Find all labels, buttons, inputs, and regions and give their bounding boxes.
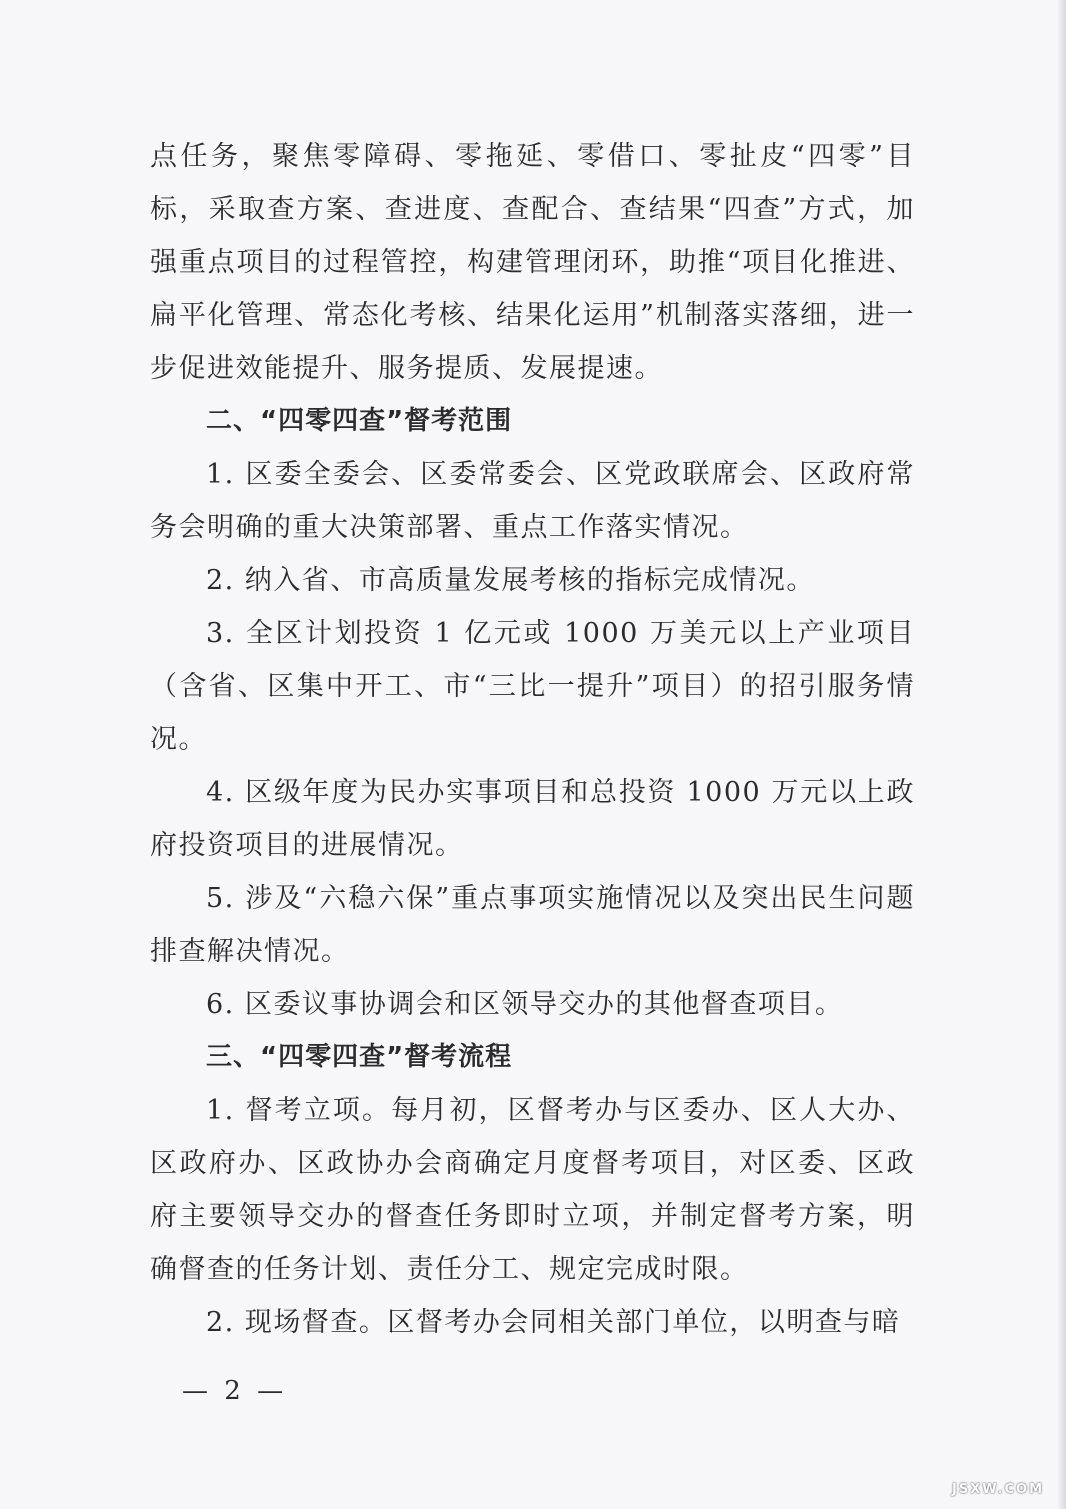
page-number: — 2 — xyxy=(182,1376,288,1406)
list-item: 4. 区级年度为民办实事项目和总投资 1000 万元以上政府投资项目的进展情况。 xyxy=(150,777,915,861)
section-heading-process: 三、“四零四查”督考流程 xyxy=(206,1042,513,1072)
section-heading-scope: 二、“四零四查”督考范围 xyxy=(206,406,513,436)
list-item: 5. 涉及“六稳六保”重点事项实施情况以及突出民生问题排查解决情况。 xyxy=(150,883,915,967)
document-body xyxy=(150,130,915,1349)
list-item: 2. 现场督查。区督考办会同相关部门单位，以明查与暗 xyxy=(206,1307,901,1338)
watermark: JSXW.COM xyxy=(952,1482,1044,1497)
list-item: 2. 纳入省、市高质量发展考核的指标完成情况。 xyxy=(206,565,815,596)
page-edge xyxy=(1058,0,1066,1509)
list-item: 6. 区委议事协调会和区领导交办的其他督查项目。 xyxy=(206,989,844,1020)
list-item: 3. 全区计划投资 1 亿元或 1000 万美元以上产业项目（含省、区集中开工、市“三比一提升”项目）的招引服务情况。 xyxy=(150,618,915,755)
paragraph-continuation: 点任务，聚焦零障碍、零拖延、零借口、零扯皮“四零”目标，采取查方案、查进度、查配合、查结果“四查”方式，加强重点项目的过程管控，构建管理闭环，助推“项目化推进、扁平化管理、常态化考核、结果化运用”机制落实落细，进一步促进效能提升、服务提质、发展提速。 xyxy=(150,141,915,384)
list-item: 1. 督考立项。每月初，区督考办与区委办、区人大办、区政府办、区政协办会商确定月度督考项目，对区委、区政府主要领导交办的督查任务即时立项，并制定督考方案，明确督查的任务计划、责任分工、规定完成时限。 xyxy=(150,1095,915,1285)
list-item: 1. 区委全委会、区委常委会、区党政联席会、区政府常务会明确的重大决策部署、重点工作落实情况。 xyxy=(150,459,915,543)
